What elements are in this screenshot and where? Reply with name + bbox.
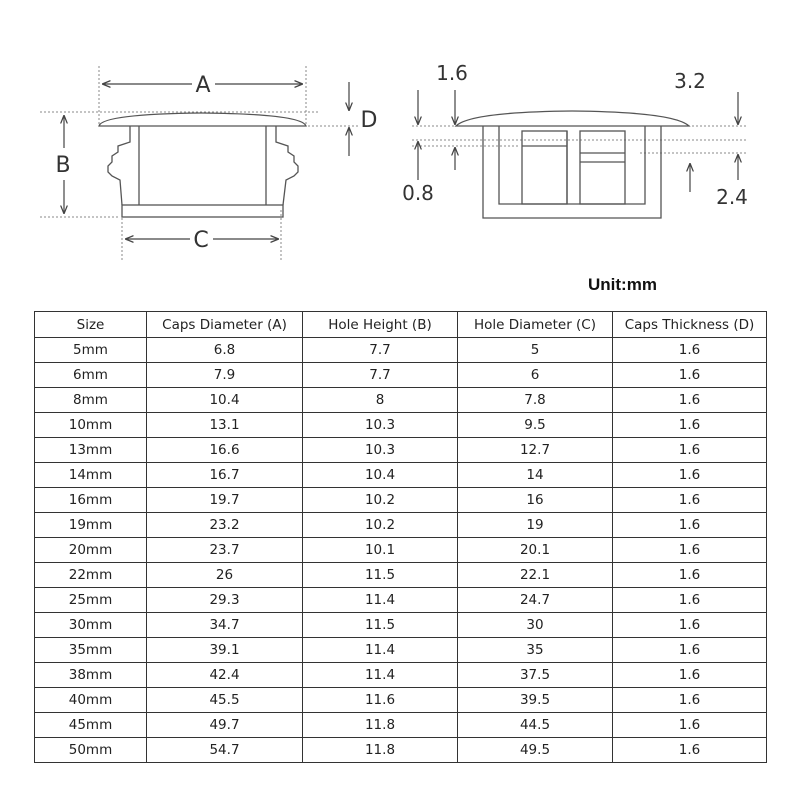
table-header-row xyxy=(35,312,767,338)
caps-diameter-cell: 49.7 xyxy=(147,713,303,738)
caps-thickness-cell: 1.6 xyxy=(613,488,767,513)
hole-diameter-cell: 44.5 xyxy=(458,713,613,738)
dim-value-0-8: 0.8 xyxy=(402,181,434,205)
size-cell: 30mm xyxy=(35,613,147,638)
size-cell: 22mm xyxy=(35,563,147,588)
size-cell: 16mm xyxy=(35,488,147,513)
caps-thickness-cell: 1.6 xyxy=(613,538,767,563)
dim-value-3-2: 3.2 xyxy=(674,69,706,93)
hole-height-cell: 11.5 xyxy=(303,563,458,588)
caps-thickness-cell: 1.6 xyxy=(613,688,767,713)
size-cell: 40mm xyxy=(35,688,147,713)
dim-value-1-6: 1.6 xyxy=(436,61,468,85)
caps-diameter-cell: 19.7 xyxy=(147,488,303,513)
hole-height-cell: 11.4 xyxy=(303,663,458,688)
hole-height-cell: 10.3 xyxy=(303,438,458,463)
hole-height-cell: 11.6 xyxy=(303,688,458,713)
table-row xyxy=(35,663,767,688)
size-cell: 14mm xyxy=(35,463,147,488)
technical-diagram xyxy=(0,0,800,300)
size-cell: 25mm xyxy=(35,588,147,613)
caps-diameter-cell: 16.7 xyxy=(147,463,303,488)
table-row xyxy=(35,513,767,538)
caps-diameter-cell: 42.4 xyxy=(147,663,303,688)
caps-diameter-cell: 6.8 xyxy=(147,338,303,363)
dim-value-2-4: 2.4 xyxy=(716,185,748,209)
hole-height-cell: 11.8 xyxy=(303,738,458,763)
caps-diameter-cell: 54.7 xyxy=(147,738,303,763)
hole-diameter-cell: 16 xyxy=(458,488,613,513)
hole-height-cell: 11.8 xyxy=(303,713,458,738)
table-row xyxy=(35,438,767,463)
caps-diameter-cell: 7.9 xyxy=(147,363,303,388)
caps-thickness-cell: 1.6 xyxy=(613,738,767,763)
size-cell: 13mm xyxy=(35,438,147,463)
hole-diameter-cell: 6 xyxy=(458,363,613,388)
hole-height-cell: 10.1 xyxy=(303,538,458,563)
hole-diameter-cell: 20.1 xyxy=(458,538,613,563)
hole-height-cell: 10.2 xyxy=(303,488,458,513)
hole-diameter-cell: 5 xyxy=(458,338,613,363)
dim-label-a: A xyxy=(195,73,211,98)
table-row xyxy=(35,538,767,563)
header-caps-thickness: Caps Thickness (D) xyxy=(613,312,767,338)
hole-diameter-cell: 14 xyxy=(458,463,613,488)
hole-height-cell: 10.2 xyxy=(303,513,458,538)
table-row xyxy=(35,613,767,638)
table-row xyxy=(35,738,767,763)
header-hole-height: Hole Height (B) xyxy=(303,312,458,338)
caps-thickness-cell: 1.6 xyxy=(613,513,767,538)
section-view-drawing xyxy=(412,111,748,218)
table-row xyxy=(35,713,767,738)
table-row xyxy=(35,488,767,513)
size-cell: 19mm xyxy=(35,513,147,538)
table-row xyxy=(35,388,767,413)
caps-diameter-cell: 23.7 xyxy=(147,538,303,563)
caps-diameter-cell: 29.3 xyxy=(147,588,303,613)
dim-label-c: C xyxy=(193,228,209,253)
hole-diameter-cell: 39.5 xyxy=(458,688,613,713)
caps-thickness-cell: 1.6 xyxy=(613,588,767,613)
table-row xyxy=(35,588,767,613)
hole-diameter-cell: 35 xyxy=(458,638,613,663)
table-row xyxy=(35,638,767,663)
caps-diameter-cell: 26 xyxy=(147,563,303,588)
header-caps-diameter: Caps Diameter (A) xyxy=(147,312,303,338)
hole-diameter-cell: 22.1 xyxy=(458,563,613,588)
caps-diameter-cell: 45.5 xyxy=(147,688,303,713)
table-row xyxy=(35,363,767,388)
hole-diameter-cell: 19 xyxy=(458,513,613,538)
size-cell: 5mm xyxy=(35,338,147,363)
hole-height-cell: 7.7 xyxy=(303,338,458,363)
caps-diameter-cell: 34.7 xyxy=(147,613,303,638)
caps-thickness-cell: 1.6 xyxy=(613,438,767,463)
caps-diameter-cell: 16.6 xyxy=(147,438,303,463)
caps-thickness-cell: 1.6 xyxy=(613,463,767,488)
caps-diameter-cell: 13.1 xyxy=(147,413,303,438)
caps-thickness-cell: 1.6 xyxy=(613,713,767,738)
table-row xyxy=(35,688,767,713)
dim-label-b: B xyxy=(55,153,71,178)
hole-height-cell: 11.4 xyxy=(303,638,458,663)
size-cell: 38mm xyxy=(35,663,147,688)
hole-diameter-cell: 24.7 xyxy=(458,588,613,613)
hole-height-cell: 10.3 xyxy=(303,413,458,438)
size-cell: 45mm xyxy=(35,713,147,738)
header-hole-diameter: Hole Diameter (C) xyxy=(458,312,613,338)
hole-diameter-cell: 7.8 xyxy=(458,388,613,413)
caps-thickness-cell: 1.6 xyxy=(613,388,767,413)
table-row xyxy=(35,338,767,363)
caps-thickness-cell: 1.6 xyxy=(613,413,767,438)
size-cell: 10mm xyxy=(35,413,147,438)
hole-height-cell: 11.4 xyxy=(303,588,458,613)
caps-thickness-cell: 1.6 xyxy=(613,363,767,388)
spec-table xyxy=(34,311,767,763)
hole-height-cell: 10.4 xyxy=(303,463,458,488)
hole-diameter-cell: 49.5 xyxy=(458,738,613,763)
caps-thickness-cell: 1.6 xyxy=(613,563,767,588)
caps-diameter-cell: 39.1 xyxy=(147,638,303,663)
table-row xyxy=(35,413,767,438)
caps-thickness-cell: 1.6 xyxy=(613,613,767,638)
size-cell: 6mm xyxy=(35,363,147,388)
hole-diameter-cell: 37.5 xyxy=(458,663,613,688)
hole-height-cell: 11.5 xyxy=(303,613,458,638)
hole-diameter-cell: 9.5 xyxy=(458,413,613,438)
table-row xyxy=(35,563,767,588)
size-cell: 8mm xyxy=(35,388,147,413)
caps-diameter-cell: 10.4 xyxy=(147,388,303,413)
size-cell: 35mm xyxy=(35,638,147,663)
caps-thickness-cell: 1.6 xyxy=(613,638,767,663)
size-cell: 50mm xyxy=(35,738,147,763)
caps-thickness-cell: 1.6 xyxy=(613,663,767,688)
size-cell: 20mm xyxy=(35,538,147,563)
header-size: Size xyxy=(35,312,147,338)
hole-diameter-cell: 12.7 xyxy=(458,438,613,463)
caps-thickness-cell: 1.6 xyxy=(613,338,767,363)
dim-label-d: D xyxy=(360,108,378,133)
hole-height-cell: 8 xyxy=(303,388,458,413)
table-body xyxy=(35,338,767,763)
table-row xyxy=(35,463,767,488)
caps-diameter-cell: 23.2 xyxy=(147,513,303,538)
hole-diameter-cell: 30 xyxy=(458,613,613,638)
hole-height-cell: 7.7 xyxy=(303,363,458,388)
unit-label: Unit:mm xyxy=(588,275,657,294)
